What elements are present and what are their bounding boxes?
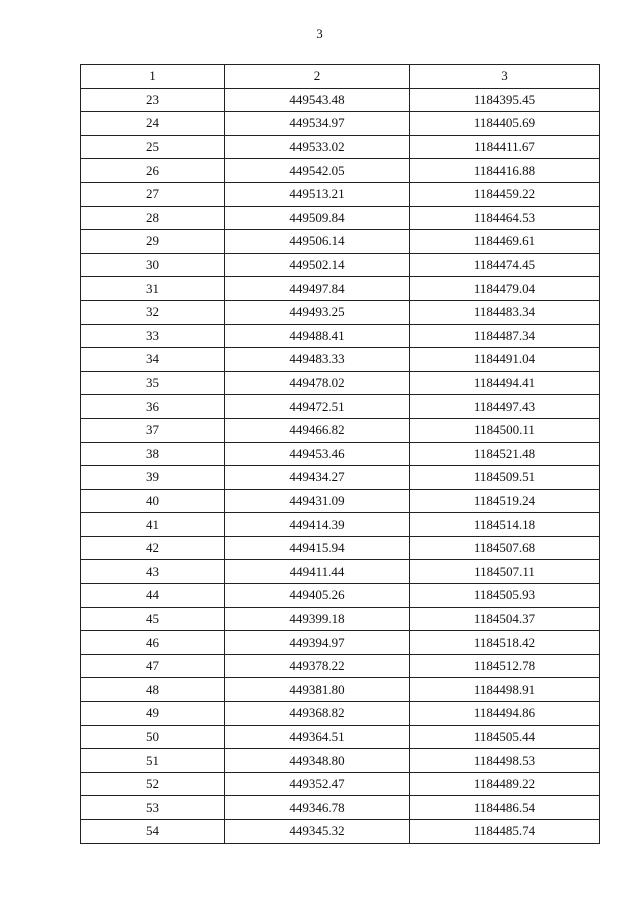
- table-row: [81, 631, 600, 655]
- point-number-cell: 29: [81, 230, 225, 254]
- y-coordinate-cell: 1184489.22: [410, 772, 600, 796]
- table-header-row: [81, 65, 600, 89]
- table-row: [81, 772, 600, 796]
- y-coordinate-cell: 1184469.61: [410, 230, 600, 254]
- x-coordinate-cell: 449493.25: [225, 300, 410, 324]
- table-row: [81, 159, 600, 183]
- y-coordinate-cell: 1184483.34: [410, 300, 600, 324]
- column-header-3: 3: [410, 65, 600, 89]
- column-header-2: 2: [225, 65, 410, 89]
- x-coordinate-cell: 449483.33: [225, 348, 410, 372]
- point-number-cell: 37: [81, 418, 225, 442]
- x-coordinate-cell: 449378.22: [225, 654, 410, 678]
- y-coordinate-cell: 1184497.43: [410, 395, 600, 419]
- point-number-cell: 44: [81, 584, 225, 608]
- y-coordinate-cell: 1184494.41: [410, 371, 600, 395]
- point-number-cell: 48: [81, 678, 225, 702]
- x-coordinate-cell: 449411.44: [225, 560, 410, 584]
- point-number-cell: 39: [81, 466, 225, 490]
- table-row: [81, 112, 600, 136]
- x-coordinate-cell: 449394.97: [225, 631, 410, 655]
- table-row: [81, 560, 600, 584]
- page-number: 3: [316, 26, 323, 41]
- x-coordinate-cell: 449352.47: [225, 772, 410, 796]
- x-coordinate-cell: 449534.97: [225, 112, 410, 136]
- table-row: [81, 678, 600, 702]
- table-row: [81, 277, 600, 301]
- point-number-cell: 47: [81, 654, 225, 678]
- point-number-cell: 25: [81, 135, 225, 159]
- x-coordinate-cell: 449509.84: [225, 206, 410, 230]
- table-row: [81, 88, 600, 112]
- table-row: [81, 395, 600, 419]
- table-row: [81, 749, 600, 773]
- table-row: [81, 489, 600, 513]
- table-row: [81, 324, 600, 348]
- x-coordinate-cell: 449472.51: [225, 395, 410, 419]
- y-coordinate-cell: 1184512.78: [410, 654, 600, 678]
- x-coordinate-cell: 449414.39: [225, 513, 410, 537]
- x-coordinate-cell: 449434.27: [225, 466, 410, 490]
- point-number-cell: 24: [81, 112, 225, 136]
- table-row: [81, 466, 600, 490]
- y-coordinate-cell: 1184405.69: [410, 112, 600, 136]
- table-row: [81, 796, 600, 820]
- x-coordinate-cell: 449543.48: [225, 88, 410, 112]
- table-row: [81, 230, 600, 254]
- point-number-cell: 34: [81, 348, 225, 372]
- y-coordinate-cell: 1184509.51: [410, 466, 600, 490]
- x-coordinate-cell: 449364.51: [225, 725, 410, 749]
- point-number-cell: 28: [81, 206, 225, 230]
- y-coordinate-cell: 1184507.68: [410, 536, 600, 560]
- y-coordinate-cell: 1184498.91: [410, 678, 600, 702]
- point-number-cell: 30: [81, 253, 225, 277]
- x-coordinate-cell: 449466.82: [225, 418, 410, 442]
- x-coordinate-cell: 449453.46: [225, 442, 410, 466]
- x-coordinate-cell: 449513.21: [225, 182, 410, 206]
- x-coordinate-cell: 449431.09: [225, 489, 410, 513]
- x-coordinate-cell: 449533.02: [225, 135, 410, 159]
- column-header-1: 1: [81, 65, 225, 89]
- y-coordinate-cell: 1184416.88: [410, 159, 600, 183]
- x-coordinate-cell: 449381.80: [225, 678, 410, 702]
- point-number-cell: 26: [81, 159, 225, 183]
- point-number-cell: 36: [81, 395, 225, 419]
- x-coordinate-cell: 449345.32: [225, 820, 410, 844]
- point-number-cell: 42: [81, 536, 225, 560]
- x-coordinate-cell: 449399.18: [225, 607, 410, 631]
- x-coordinate-cell: 449506.14: [225, 230, 410, 254]
- point-number-cell: 50: [81, 725, 225, 749]
- y-coordinate-cell: 1184519.24: [410, 489, 600, 513]
- point-number-cell: 27: [81, 182, 225, 206]
- table-row: [81, 536, 600, 560]
- table-row: [81, 253, 600, 277]
- y-coordinate-cell: 1184474.45: [410, 253, 600, 277]
- x-coordinate-cell: 449502.14: [225, 253, 410, 277]
- x-coordinate-cell: 449368.82: [225, 702, 410, 726]
- point-number-cell: 51: [81, 749, 225, 773]
- point-number-cell: 49: [81, 702, 225, 726]
- x-coordinate-cell: 449478.02: [225, 371, 410, 395]
- y-coordinate-cell: 1184464.53: [410, 206, 600, 230]
- y-coordinate-cell: 1184395.45: [410, 88, 600, 112]
- y-coordinate-cell: 1184521.48: [410, 442, 600, 466]
- y-coordinate-cell: 1184486.54: [410, 796, 600, 820]
- point-number-cell: 41: [81, 513, 225, 537]
- x-coordinate-cell: 449488.41: [225, 324, 410, 348]
- point-number-cell: 35: [81, 371, 225, 395]
- table-row: [81, 513, 600, 537]
- table-row: [81, 442, 600, 466]
- point-number-cell: 46: [81, 631, 225, 655]
- point-number-cell: 43: [81, 560, 225, 584]
- y-coordinate-cell: 1184491.04: [410, 348, 600, 372]
- y-coordinate-cell: 1184505.44: [410, 725, 600, 749]
- point-number-cell: 38: [81, 442, 225, 466]
- x-coordinate-cell: 449542.05: [225, 159, 410, 183]
- x-coordinate-cell: 449348.80: [225, 749, 410, 773]
- point-number-cell: 54: [81, 820, 225, 844]
- y-coordinate-cell: 1184479.04: [410, 277, 600, 301]
- table-row: [81, 725, 600, 749]
- y-coordinate-cell: 1184485.74: [410, 820, 600, 844]
- table-row: [81, 135, 600, 159]
- y-coordinate-cell: 1184500.11: [410, 418, 600, 442]
- table-row: [81, 654, 600, 678]
- y-coordinate-cell: 1184514.18: [410, 513, 600, 537]
- point-number-cell: 45: [81, 607, 225, 631]
- coordinates-table: [80, 64, 600, 844]
- table-row: [81, 348, 600, 372]
- point-number-cell: 52: [81, 772, 225, 796]
- point-number-cell: 23: [81, 88, 225, 112]
- y-coordinate-cell: 1184507.11: [410, 560, 600, 584]
- y-coordinate-cell: 1184505.93: [410, 584, 600, 608]
- y-coordinate-cell: 1184487.34: [410, 324, 600, 348]
- y-coordinate-cell: 1184494.86: [410, 702, 600, 726]
- point-number-cell: 31: [81, 277, 225, 301]
- table-row: [81, 820, 600, 844]
- x-coordinate-cell: 449405.26: [225, 584, 410, 608]
- table-body: [81, 88, 600, 843]
- y-coordinate-cell: 1184498.53: [410, 749, 600, 773]
- x-coordinate-cell: 449497.84: [225, 277, 410, 301]
- x-coordinate-cell: 449346.78: [225, 796, 410, 820]
- table-row: [81, 300, 600, 324]
- y-coordinate-cell: 1184411.67: [410, 135, 600, 159]
- table-row: [81, 702, 600, 726]
- y-coordinate-cell: 1184504.37: [410, 607, 600, 631]
- point-number-cell: 40: [81, 489, 225, 513]
- table-row: [81, 418, 600, 442]
- table-row: [81, 206, 600, 230]
- table-row: [81, 607, 600, 631]
- x-coordinate-cell: 449415.94: [225, 536, 410, 560]
- table-row: [81, 182, 600, 206]
- point-number-cell: 32: [81, 300, 225, 324]
- y-coordinate-cell: 1184518.42: [410, 631, 600, 655]
- y-coordinate-cell: 1184459.22: [410, 182, 600, 206]
- table-row: [81, 584, 600, 608]
- point-number-cell: 33: [81, 324, 225, 348]
- table-row: [81, 371, 600, 395]
- point-number-cell: 53: [81, 796, 225, 820]
